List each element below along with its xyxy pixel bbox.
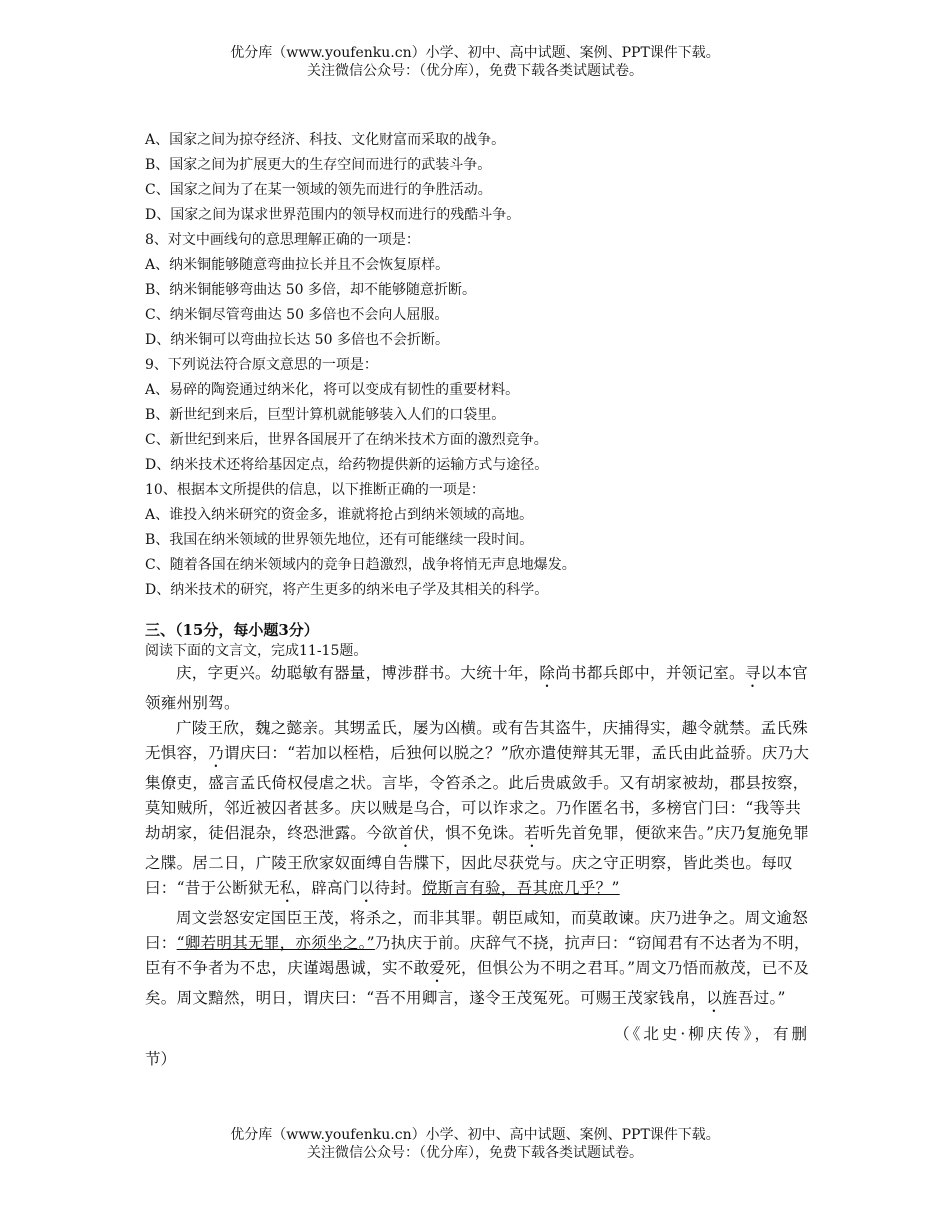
option-10b: B、我国在纳米领域的世界领先地位，还有可能继续一段时间。: [145, 532, 534, 548]
p3-underlined-sentence: “卿若明其无罪，亦须坐之。”: [176, 934, 375, 952]
question-10: [145, 478, 810, 603]
question-9: [145, 353, 810, 478]
passage-source-tail: 节）: [145, 1050, 177, 1068]
p3-text-a: 周文尝怒安定国臣王茂，将杀之，而非其罪。朝臣咸知，而莫敢谏。庆乃进争之。周文逾怒曰：: [145, 909, 809, 952]
p1-marked-chu: 除: [539, 664, 556, 682]
option-7c: C、国家之间为了在某一领域的领先而进行的争胜活动。: [145, 182, 492, 198]
p2-text-i: ，辟高门: [295, 879, 359, 897]
option-9b: B、新世纪到来后，巨型计算机就能够装入人们的口袋里。: [145, 407, 506, 423]
question-9-stem: 9、下列说法符合原文意思的一项是：: [145, 357, 378, 373]
p2-text-g: 听先首免罪，便欲来告。”庆乃复施免罪之牒。居二日，广陵王欣家奴面缚自告牒下，因此尽获党与。庆之守正明察，皆此类也。每叹曰：“昔于公断狱无: [145, 824, 810, 897]
question-8: [145, 228, 810, 353]
p2-underlined-sentence: 傥斯言有验，吾其庶几乎？”: [421, 879, 620, 897]
exam-content: [145, 128, 810, 1070]
header-watermark: [0, 44, 950, 80]
section-3-title: 三、（15分，每小题3分）: [145, 621, 319, 639]
p1-text-e: 以本官领雍州别驾。: [145, 664, 809, 712]
p2-marked-ruo: 若: [524, 824, 541, 842]
p3-text-c: 乃执庆于前。庆辞气不挠，抗声曰：“窃闻君有不达者为不明，臣有不争者为不忠，庆谨竭愚诚，实不敢: [145, 934, 810, 977]
watermark-line-2: 关注微信公众号：（优分库），免费下载各类试题试卷。: [307, 63, 643, 79]
option-9c: C、新世纪到来后，世界各国展开了在纳米技术方面的激烈竞争。: [145, 432, 548, 448]
passage-paragraph-2: [145, 716, 810, 906]
option-10a: A、谁投入纳米研究的资金多，谁就将抢占到纳米领域的高地。: [145, 507, 534, 523]
footer-watermark-line-2: 关注微信公众号：（优分库），免费下载各类试题试卷。: [307, 1145, 643, 1161]
p2-text-k: 待封。: [374, 879, 422, 897]
p3-marked-yi: 以: [706, 989, 723, 1007]
option-7a: A、国家之间为掠夺经济、科技、文化财富而采取的战争。: [145, 132, 506, 148]
p2-text-a: 广陵王欣，魏之懿亲。其甥孟氏，屡为凶横。或有告其盗牛，庆捕得实，趣令就禁。孟氏殊无惧容，: [145, 719, 809, 762]
p3-text-e: 死，但惧公为不明之君耳。”周文乃悟而赦茂，已不及矣。周文黯然，明日，谓庆曰：“吾不用卿言，遂令王茂冤死。可赐王茂家钱帛，: [145, 959, 810, 1007]
q7-options: [145, 128, 810, 228]
option-9d: D、纳米技术还将给基因定点，给药物提供新的运输方式与途径。: [145, 457, 549, 473]
watermark-line-1: 优分库（www.youfenku.cn）小学、初中、高中试题、案例、PPT课件下载。: [230, 45, 720, 61]
option-7b: B、国家之间为扩展更大的生存空间而进行的武装斗争。: [145, 157, 492, 173]
option-9a: A、易碎的陶瓷通过纳米化，将可以变成有韧性的重要材料。: [145, 382, 520, 398]
p1-text-a: 庆，字更兴。幼聪敏有器量，博涉群书。大统十年，: [176, 664, 540, 682]
passage-paragraph-3: [145, 906, 810, 1016]
p3-marked-ai: 爱: [429, 959, 446, 977]
question-10-stem: 10、根据本文所提供的信息，以下推断正确的一项是：: [145, 482, 485, 498]
p1-marked-xun: 寻: [744, 664, 761, 682]
option-10d: D、纳米技术的研究，将产生更多的纳米电子学及其相关的科学。: [145, 582, 549, 598]
p2-marked-yi: 以: [358, 879, 375, 897]
p1-text-c: 尚书都兵郎中，并领记室。: [555, 664, 745, 682]
p2-marked-shou: 首: [397, 824, 414, 842]
p2-marked-nai: 乃: [208, 744, 225, 762]
p2-text-c: 谓庆曰：“若加以桎梏，后独何以脱之？”欣亦遣使辩其无罪，孟氏由此益骄。庆乃大集僚吏，盛言孟氏倚权侵虐之状。言毕，令笞杀之。此后贵戚敛手。又有胡家被劫，郡县按察，莫知贼所，邻近被囚者甚多。庆以贼是乌合，可以诈求之。乃作匿名书，多榜官门曰：“我等共劫胡家，徒侣混杂，终恐泄露。今欲: [145, 744, 810, 842]
footer-watermark-line-1: 优分库（www.youfenku.cn）小学、初中、高中试题、案例、PPT课件下载。: [230, 1127, 720, 1143]
p3-text-g: 旌吾过。”: [722, 989, 786, 1007]
option-7d: D、国家之间为谋求世界范围内的领导权而进行的残酷斗争。: [145, 207, 521, 223]
p2-marked-si: 私: [279, 879, 296, 897]
p2-text-e: 伏，惧不免诛。: [413, 824, 525, 842]
option-8a: A、纳米铜能够随意弯曲拉长并且不会恢复原样。: [145, 257, 450, 273]
footer-watermark: [0, 1126, 950, 1162]
option-8d: D、纳米铜可以弯曲拉长达 50 多倍也不会折断。: [145, 332, 449, 348]
option-10c: C、随着各国在纳米领域内的竞争日趋激烈，战争将悄无声息地爆发。: [145, 557, 576, 573]
passage-source: （《北史·柳庆传》，有删: [614, 1025, 810, 1043]
option-8b: B、纳米铜能够弯曲达 50 多倍，却不能够随意折断。: [145, 282, 477, 298]
question-8-stem: 8、对文中画线句的意思理解正确的一项是：: [145, 232, 420, 248]
passage-paragraph-1: [145, 661, 810, 716]
option-8c: C、纳米铜尽管弯曲达 50 多倍也不会向人屈服。: [145, 307, 449, 323]
section-3-instruction: 阅读下面的文言文，完成11-15题。: [145, 643, 368, 659]
